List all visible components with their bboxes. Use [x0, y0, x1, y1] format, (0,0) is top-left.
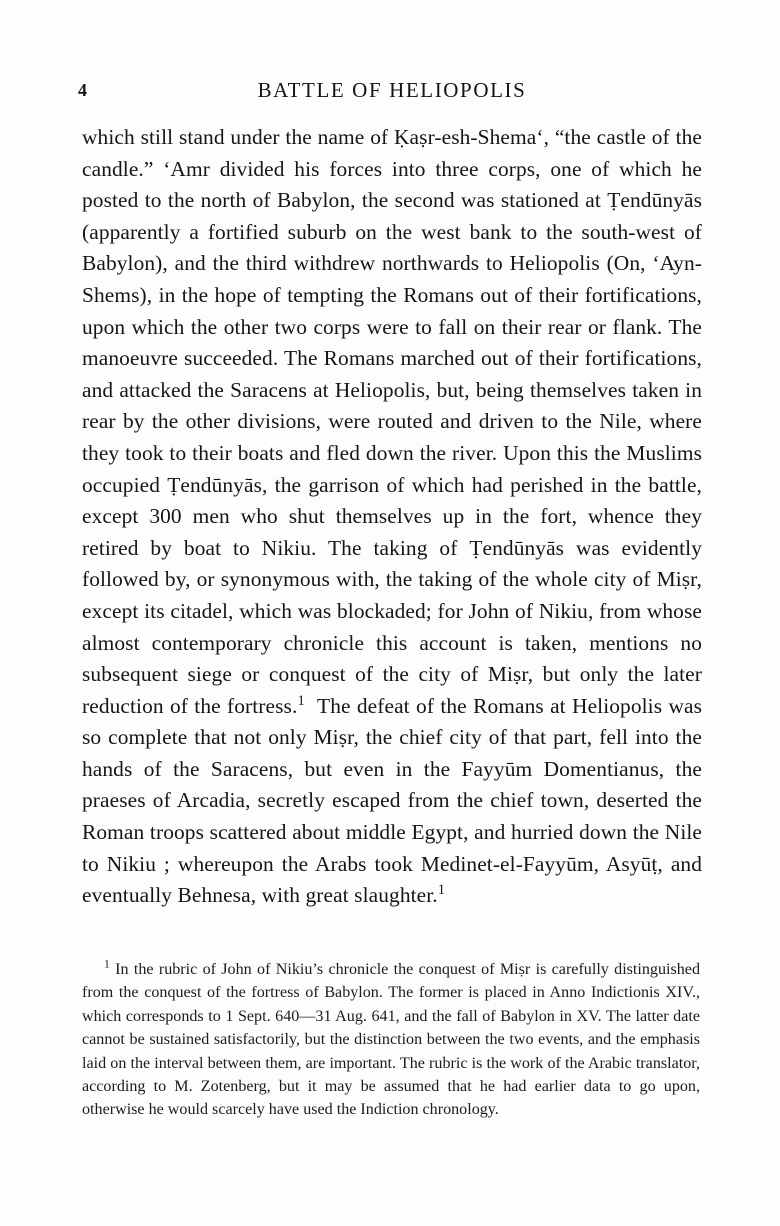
footnote-text: In the rubric of John of Nikiu’s chronicle the conquest of Miṣr is carefully distinguished from the conquest of the fortress of Babylon. The former is placed in Anno Indictionis XIV., which corresponds to 1 Sept. 640—31 Aug. 641, and the fall of Babylon in XV. The latter date cannot be sustained satisfactorily, but the distinction between the two events, and the emphasis laid on the interval between them, are important. The rubric is the work of the Arabic translator, according to M. Zotenberg, but it may be assumed that he had earlier data to go upon, otherwise he would scarcely have used the Indiction chronology.	[82, 961, 700, 1119]
page-header	[78, 78, 706, 104]
footnote-paragraph	[82, 958, 700, 1122]
paragraph-continued: The defeat of the Romans at Heliopolis was so complete that not only Miṣr, the chief city of that part, fell into the hands of the Saracens, but even in the Fayyūm Domentianus, the praeses of Arcadia, secretly escaped from the chief town, deserted the Roman troops scattered about middle Egypt, and hurried down the Nile to Nikiu ; whereupon the Arabs took Medinet-el-Fayyūm, Asyūṭ, and eventually Behnesa, with great slaughter.	[82, 693, 703, 908]
paragraph-main: which still stand under the name of Ḳaṣr-esh-Shema‘, “the castle of the candle.” ‘Amr divided his forces into three corps, one of which he posted to the north of Babylon, the second was stationed at Ṭendūnyās (apparently a fortified suburb on the west bank to the south-west of Babylon), and the third withdrew northwards to Heliopolis (On, ‘Ayn-Shems), in the hope of tempting the Romans out of their fortifications, upon which the other two corps were to fall on their rear or flank. The manoeuvre succeeded. The Romans marched out of their fortifications, and attacked the Saracens at Heliopolis, but, being themselves taken in rear by the other divisions, were routed and driven to the Nile, where they took to their boats and fled down the river. Upon this the Muslims occupied Ṭendūnyās, the garrison of which had perished in the battle, except 300 men who shut themselves up in the fort, whence they retired by boat to Nikiu. The taking of Ṭendūnyās was evidently followed by, or synonymous with, the taking of the whole city of Miṣr, except its citadel, which was blockaded; for John of Nikiu, from whose almost contemporary chronicle this account is taken, mentions no subsequent siege or conquest of the city of Miṣr, but only the later reduction of the fortress.	[82, 125, 702, 718]
paragraph	[82, 122, 702, 912]
footnote-reference-1: 1	[297, 692, 305, 709]
running-head: BATTLE OF HELIOPOLIS	[257, 78, 527, 102]
footnote-block	[82, 958, 700, 1122]
footnote-reference-2: 1	[437, 882, 446, 899]
footnote-marker: 1	[104, 957, 110, 971]
page-number: 4	[78, 80, 87, 100]
body-text	[82, 122, 702, 912]
